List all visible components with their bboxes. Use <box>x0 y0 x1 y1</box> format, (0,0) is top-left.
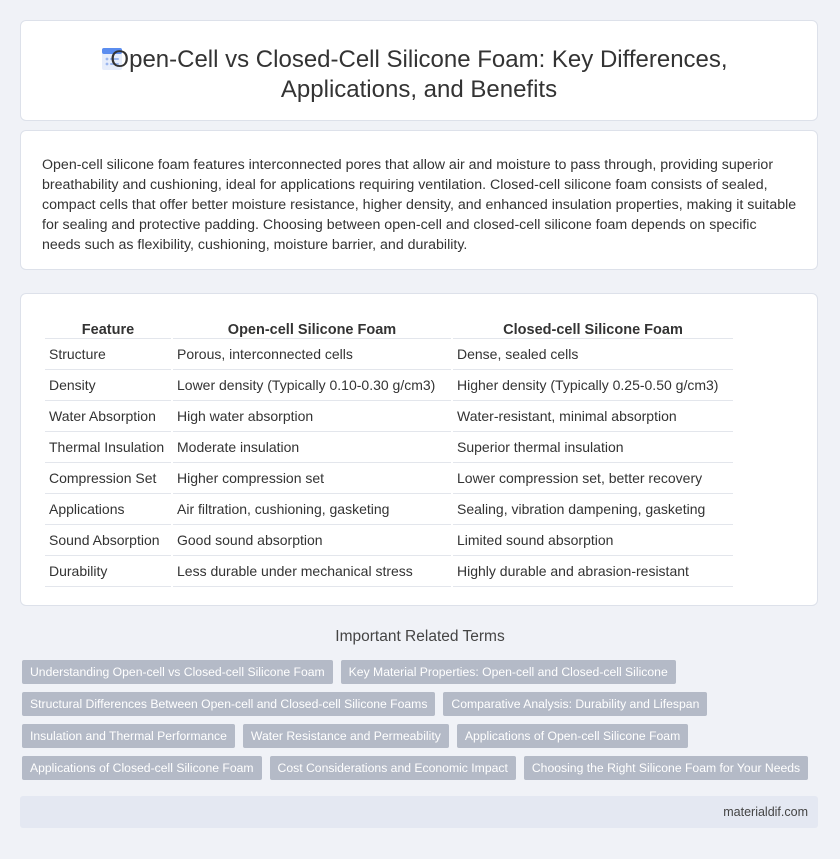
related-term-link[interactable]: Water Resistance and Permeability <box>243 724 449 748</box>
closed-cell-value: Higher density (Typically 0.25-0.50 g/cm3) <box>453 370 733 401</box>
header-open-cell: Open-cell Silicone Foam <box>173 314 451 339</box>
feature-cell: Structure <box>45 339 171 370</box>
open-cell-value: Porous, interconnected cells <box>173 339 451 370</box>
open-cell-value: Higher compression set <box>173 463 451 494</box>
related-term-link[interactable]: Choosing the Right Silicone Foam for Your Needs <box>524 756 808 780</box>
feature-cell: Applications <box>45 494 171 525</box>
feature-cell: Density <box>45 370 171 401</box>
related-term-link[interactable]: Comparative Analysis: Durability and Lifespan <box>443 692 707 716</box>
closed-cell-value: Superior thermal insulation <box>453 432 733 463</box>
related-terms-list <box>22 660 822 780</box>
closed-cell-value: Dense, sealed cells <box>453 339 733 370</box>
intro-card <box>20 130 818 270</box>
comparison-table <box>43 314 735 587</box>
closed-cell-value: Lower compression set, better recovery <box>453 463 733 494</box>
related-terms-heading: Important Related Terms <box>335 628 505 645</box>
closed-cell-value: Limited sound absorption <box>453 525 733 556</box>
related-term-link[interactable]: Cost Considerations and Economic Impact <box>270 756 516 780</box>
page-title-line-2: Applications, and Benefits <box>280 76 558 103</box>
related-term-link[interactable]: Structural Differences Between Open-cell and Closed-cell Silicone Foams <box>22 692 435 716</box>
feature-cell: Compression Set <box>45 463 171 494</box>
table-row <box>45 525 733 556</box>
table-row <box>45 339 733 370</box>
feature-cell: Water Absorption <box>45 401 171 432</box>
header-feature: Feature <box>45 314 171 339</box>
feature-cell: Durability <box>45 556 171 587</box>
related-term-link[interactable]: Understanding Open-cell vs Closed-cell Silicone Foam <box>22 660 333 684</box>
table-row <box>45 556 733 587</box>
comparison-card <box>20 293 818 606</box>
header-closed-cell: Closed-cell Silicone Foam <box>453 314 733 339</box>
page-title-line-1: Open-Cell vs Closed-Cell Silicone Foam: Key Differences, <box>110 46 728 73</box>
feature-cell: Thermal Insulation <box>45 432 171 463</box>
feature-cell: Sound Absorption <box>45 525 171 556</box>
open-cell-value: High water absorption <box>173 401 451 432</box>
table-row <box>45 401 733 432</box>
footer <box>20 796 818 828</box>
closed-cell-value: Sealing, vibration dampening, gasketing <box>453 494 733 525</box>
open-cell-value: Air filtration, cushioning, gasketing <box>173 494 451 525</box>
intro-paragraph: Open-cell silicone foam features interconnected pores that allow air and moisture to pass through, providing superior breathability and cushioning, ideal for applications requiring ventilation. Closed-cell silicone foam consists of sealed, compact cells that offer better moisture resistance, higher density, and enhanced insulation properties, making it suitable for sealing and protective padding. Choosing between open-cell and closed-cell silicone foam depends on specific needs such as flexibility, cushioning, moisture barrier, and durability. <box>42 157 797 253</box>
table-row <box>45 432 733 463</box>
related-term-link[interactable]: Applications of Open-cell Silicone Foam <box>457 724 688 748</box>
related-term-link[interactable]: Insulation and Thermal Performance <box>22 724 235 748</box>
open-cell-value: Less durable under mechanical stress <box>173 556 451 587</box>
table-header-row <box>45 314 733 339</box>
table-row <box>45 494 733 525</box>
closed-cell-value: Highly durable and abrasion-resistant <box>453 556 733 587</box>
open-cell-value: Moderate insulation <box>173 432 451 463</box>
closed-cell-value: Water-resistant, minimal absorption <box>453 401 733 432</box>
table-row <box>45 370 733 401</box>
related-term-link[interactable]: Key Material Properties: Open-cell and Closed-cell Silicone <box>341 660 676 684</box>
site-name[interactable]: materialdif.com <box>723 805 808 819</box>
title-card <box>20 20 818 121</box>
open-cell-value: Lower density (Typically 0.10-0.30 g/cm3) <box>173 370 451 401</box>
table-row <box>45 463 733 494</box>
related-term-link[interactable]: Applications of Closed-cell Silicone Foam <box>22 756 262 780</box>
page-title <box>21 45 817 105</box>
open-cell-value: Good sound absorption <box>173 525 451 556</box>
